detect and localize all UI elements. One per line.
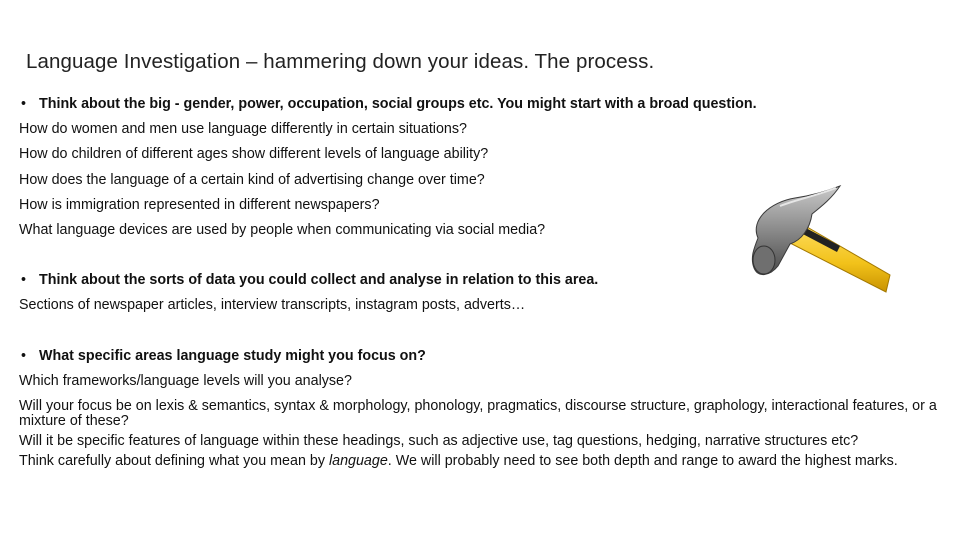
slide-title: Language Investigation – hammering down your ideas. The process. <box>26 50 655 73</box>
question-line: How is immigration represented in different newspapers? <box>19 196 380 213</box>
bullet-glyph: • <box>21 347 27 364</box>
bullet-data-sources: • Think about the sorts of data you could collect and analyse in relation to this area. <box>19 268 939 293</box>
bullet-focus-areas: • What specific areas language study might you focus on? <box>19 344 939 369</box>
defining-line: Think carefully about defining what you mean by language. We will probably need to see both depth and range to award the highest marks. <box>19 452 898 469</box>
question-line: How do women and men use language differently in certain situations? <box>19 121 467 138</box>
bullet-glyph: • <box>21 96 27 112</box>
question-line: What language devices are used by people when communicating via social media? <box>19 221 546 238</box>
frameworks-line: Which frameworks/language levels will you analyse? <box>19 372 352 389</box>
bullet-big-questions: • Think about the big - gender, power, occupation, social groups etc. You might start with a broad question. <box>19 92 939 117</box>
data-sources-line: Sections of newspaper articles, interview transcripts, instagram posts, adverts… <box>19 297 526 314</box>
bullet-glyph: • <box>21 272 27 289</box>
language-emphasis: language <box>328 452 388 469</box>
focus-line: Will your focus be on lexis & semantics, syntax & morphology, phonology, pragmatics, discourse structure, graphology, interactional features, or a mixture of these? <box>19 397 937 429</box>
hammer-icon <box>740 180 895 300</box>
features-line: Will it be specific features of language within these headings, such as adjective use, tag questions, hedging, narrative structures etc? <box>19 432 859 449</box>
question-line: How does the language of a certain kind of advertising change over time? <box>19 171 485 188</box>
question-line: How do children of different ages show different levels of language ability? <box>19 146 489 163</box>
